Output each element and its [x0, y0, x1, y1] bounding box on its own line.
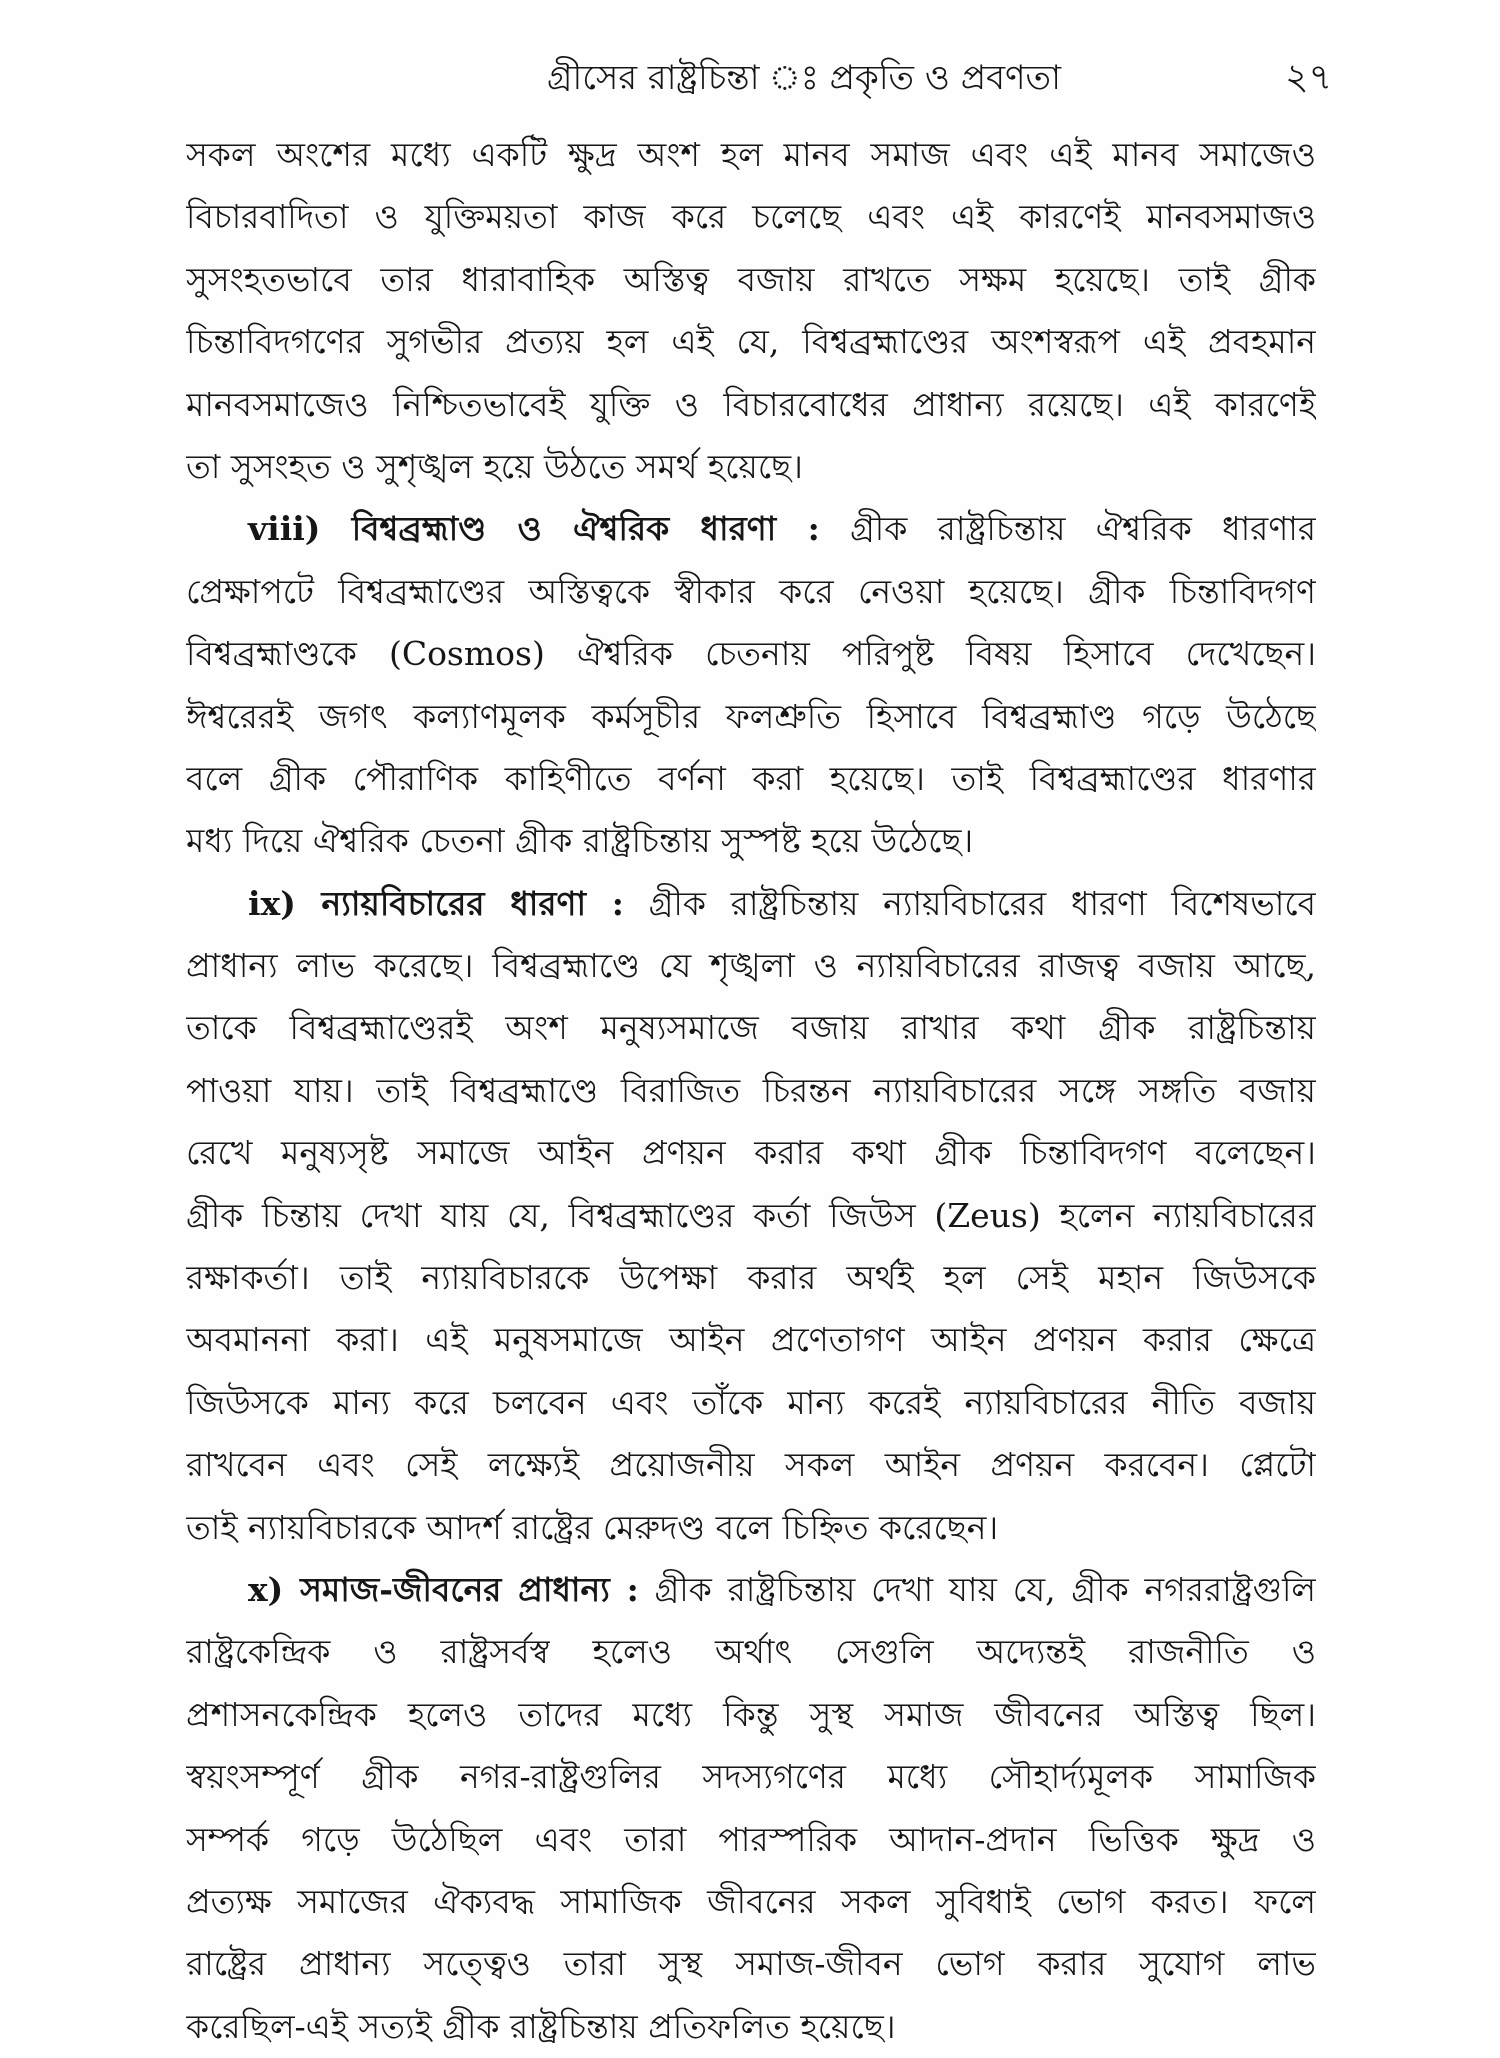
text-line	[186, 1746, 1316, 1808]
line-text: গ্রীক চিন্তায় দেখা যায় যে, বিশ্বব্রহ্মাণ্ডের কর্তা জিউস (Zeus) হলেন ন্যায়বিচারের	[186, 1195, 1316, 1235]
text-line	[186, 1621, 1316, 1683]
line-text: তাকে বিশ্বব্রহ্মাণ্ডেরই অংশ মনুষ্যসমাজে বজায় রাখার কথা গ্রীক রাষ্ট্রচিন্তায়	[186, 1008, 1316, 1048]
text-line	[186, 249, 1316, 311]
line-text: গ্রীক রাষ্ট্রচিন্তায় দেখা যায় যে, গ্রীক নগররাষ্ট্রগুলি	[638, 1569, 1316, 1609]
line-text: মধ্য দিয়ে ঐশ্বরিক চেতনা গ্রীক রাষ্ট্রচিন্তায় সুস্পষ্ট হয়ে উঠেছে।	[186, 821, 974, 861]
text-line	[186, 810, 1316, 872]
line-text: মানবসমাজেও নিশ্চিতভাবেই যুক্তি ও বিচারবোধের প্রাধান্য রয়েছে। এই কারণেই	[186, 384, 1316, 424]
line-text: গ্রীক রাষ্ট্রচিন্তায় ন্যায়বিচারের ধারণা বিশেষভাবে	[623, 883, 1316, 923]
text-line	[186, 623, 1316, 685]
line-text: করেছিল-এই সত্যই গ্রীক রাষ্ট্রচিন্তায় প্রতিফলিত হয়েছে।	[186, 2006, 896, 2046]
line-text: রাষ্ট্রকেন্দ্রিক ও রাষ্ট্রসর্বস্ব হলেও অর্থাৎ সেগুলি অদ্যেন্তই রাজনীতি ও	[186, 1632, 1316, 1672]
line-text: চিন্তাবিদগণের সুগভীর প্রত্যয় হল এই যে, বিশ্বব্রহ্মাণ্ডের অংশস্বরূপ এই প্রবহমান	[186, 322, 1316, 362]
line-text: পাওয়া যায়। তাই বিশ্বব্রহ্মাণ্ডে বিরাজিত চিরন্তন ন্যায়বিচারের সঙ্গে সঙ্গতি বজায়	[186, 1070, 1316, 1110]
text-line	[186, 311, 1316, 373]
line-text: সকল অংশের মধ্যে একটি ক্ষুদ্র অংশ হল মানব সমাজ এবং এই মানব সমাজেও	[186, 135, 1316, 174]
text-line	[186, 124, 1316, 186]
text-line	[186, 561, 1316, 623]
line-text: প্রাধান্য লাভ করেছে। বিশ্বব্রহ্মাণ্ডে যে শৃঙ্খলা ও ন্যায়বিচারের রাজত্ব বজায় আছে,	[186, 946, 1316, 986]
section-heading-line	[186, 498, 1316, 560]
line-text: রেখে মনুষ্যসৃষ্ট সমাজে আইন প্রণয়ন করার কথা গ্রীক চিন্তাবিদগণ বলেছেন।	[186, 1133, 1316, 1173]
section-heading: x) সমাজ-জীবনের প্রাধান্য :	[248, 1569, 639, 1609]
text-line	[186, 1809, 1316, 1871]
line-text: প্রেক্ষাপটে বিশ্বব্রহ্মাণ্ডের অস্তিত্বকে স্বীকার করে নেওয়া হয়েছে। গ্রীক চিন্তাবিদগণ	[186, 571, 1316, 611]
line-text: জিউসকে মান্য করে চলবেন এবং তাঁকে মান্য করেই ন্যায়বিচারের নীতি বজায়	[186, 1382, 1316, 1422]
text-line	[186, 997, 1316, 1059]
text-line	[186, 1122, 1316, 1184]
text-line	[186, 1247, 1316, 1309]
text-line	[186, 1871, 1316, 1933]
line-text: বলে গ্রীক পৌরাণিক কাহিণীতে বর্ণনা করা হয়েছে। তাই বিশ্বব্রহ্মাণ্ডের ধারণার	[186, 758, 1316, 798]
text-line	[186, 186, 1316, 248]
line-text: তা সুসংহত ও সুশৃঙ্খল হয়ে উঠতে সমর্থ হয়েছে।	[186, 446, 803, 486]
text-line	[186, 686, 1316, 748]
page-number: ২৭	[1285, 57, 1332, 98]
line-text: রাষ্ট্রের প্রাধান্য সত্ত্বেও তারা সুস্থ সমাজ-জীবন ভোগ করার সুযোগ লাভ	[186, 1944, 1316, 1984]
body-text	[186, 124, 1316, 2058]
line-text: সুসংহতভাবে তার ধারাবাহিক অস্তিত্ব বজায় রাখতে সক্ষম হয়েছে। তাই গ্রীক	[186, 259, 1316, 299]
text-line	[186, 1996, 1316, 2058]
line-text: গ্রীক রাষ্ট্রচিন্তায় ঐশ্বরিক ধারণার	[819, 509, 1316, 549]
line-text: রক্ষাকর্তা। তাই ন্যায়বিচারকে উপেক্ষা করার অর্থই হল সেই মহান জিউসকে	[186, 1258, 1316, 1298]
text-line	[186, 748, 1316, 810]
section-heading-line	[186, 873, 1316, 935]
text-line	[186, 935, 1316, 997]
section-heading-line	[186, 1559, 1316, 1621]
section-heading: ix) ন্যায়বিচারের ধারণা :	[248, 883, 624, 923]
text-line	[186, 1933, 1316, 1995]
text-line	[186, 1185, 1316, 1247]
text-line	[186, 1434, 1316, 1496]
running-title: গ্রীসের রাষ্ট্রচিন্তা ঃ প্রকৃতি ও প্রবণতা	[547, 58, 1061, 98]
text-line	[186, 1060, 1316, 1122]
line-text: প্রশাসনকেন্দ্রিক হলেও তাদের মধ্যে কিন্তু সুস্থ সমাজ জীবনের অস্তিত্ব ছিল।	[186, 1694, 1316, 1734]
line-text: ঈশ্বরেরই জগৎ কল্যাণমূলক কর্মসূচীর ফলশ্রুতি হিসাবে বিশ্বব্রহ্মাণ্ড গড়ে উঠেছে	[186, 696, 1316, 736]
line-text: তাই ন্যায়বিচারকে আদর্শ রাষ্ট্রের মেরুদণ্ড বলে চিহ্নিত করেছেন।	[186, 1507, 999, 1547]
text-line	[186, 1684, 1316, 1746]
text-line	[186, 436, 1316, 498]
line-text: প্রত্যক্ষ সমাজের ঐক্যবদ্ধ সামাজিক জীবনের সকল সুবিধাই ভোগ করত। ফলে	[186, 1881, 1316, 1921]
line-text: সম্পর্ক গড়ে উঠেছিল এবং তারা পারস্পরিক আদান-প্রদান ভিত্তিক ক্ষুদ্র ও	[186, 1819, 1316, 1859]
line-text: অবমাননা করা। এই মনুষসমাজে আইন প্রণেতাগণ আইন প্রণয়ন করার ক্ষেত্রে	[186, 1320, 1316, 1360]
text-line	[186, 1309, 1316, 1371]
line-text: স্বয়ংসম্পূর্ণ গ্রীক নগর-রাষ্ট্রগুলির সদস্যগণের মধ্যে সৌহার্দ্যমূলক সামাজিক	[186, 1757, 1316, 1797]
text-line	[186, 374, 1316, 436]
text-line	[186, 1497, 1316, 1559]
line-text: রাখবেন এবং সেই লক্ষ্যেই প্রয়োজনীয় সকল আইন প্রণয়ন করবেন। প্লেটো	[186, 1445, 1316, 1485]
section-heading: viii) বিশ্বব্রহ্মাণ্ড ও ঐশ্বরিক ধারণা :	[248, 509, 820, 549]
text-line	[186, 1372, 1316, 1434]
line-text: বিশ্বব্রহ্মাণ্ডকে (Cosmos) ঐশ্বরিক চেতনায় পরিপুষ্ট বিষয় হিসাবে দেখেছেন।	[186, 634, 1316, 674]
line-text: বিচারবাদিতা ও যুক্তিময়তা কাজ করে চলেছে এবং এই কারণেই মানবসমাজও	[186, 197, 1316, 237]
running-header	[186, 50, 1332, 110]
